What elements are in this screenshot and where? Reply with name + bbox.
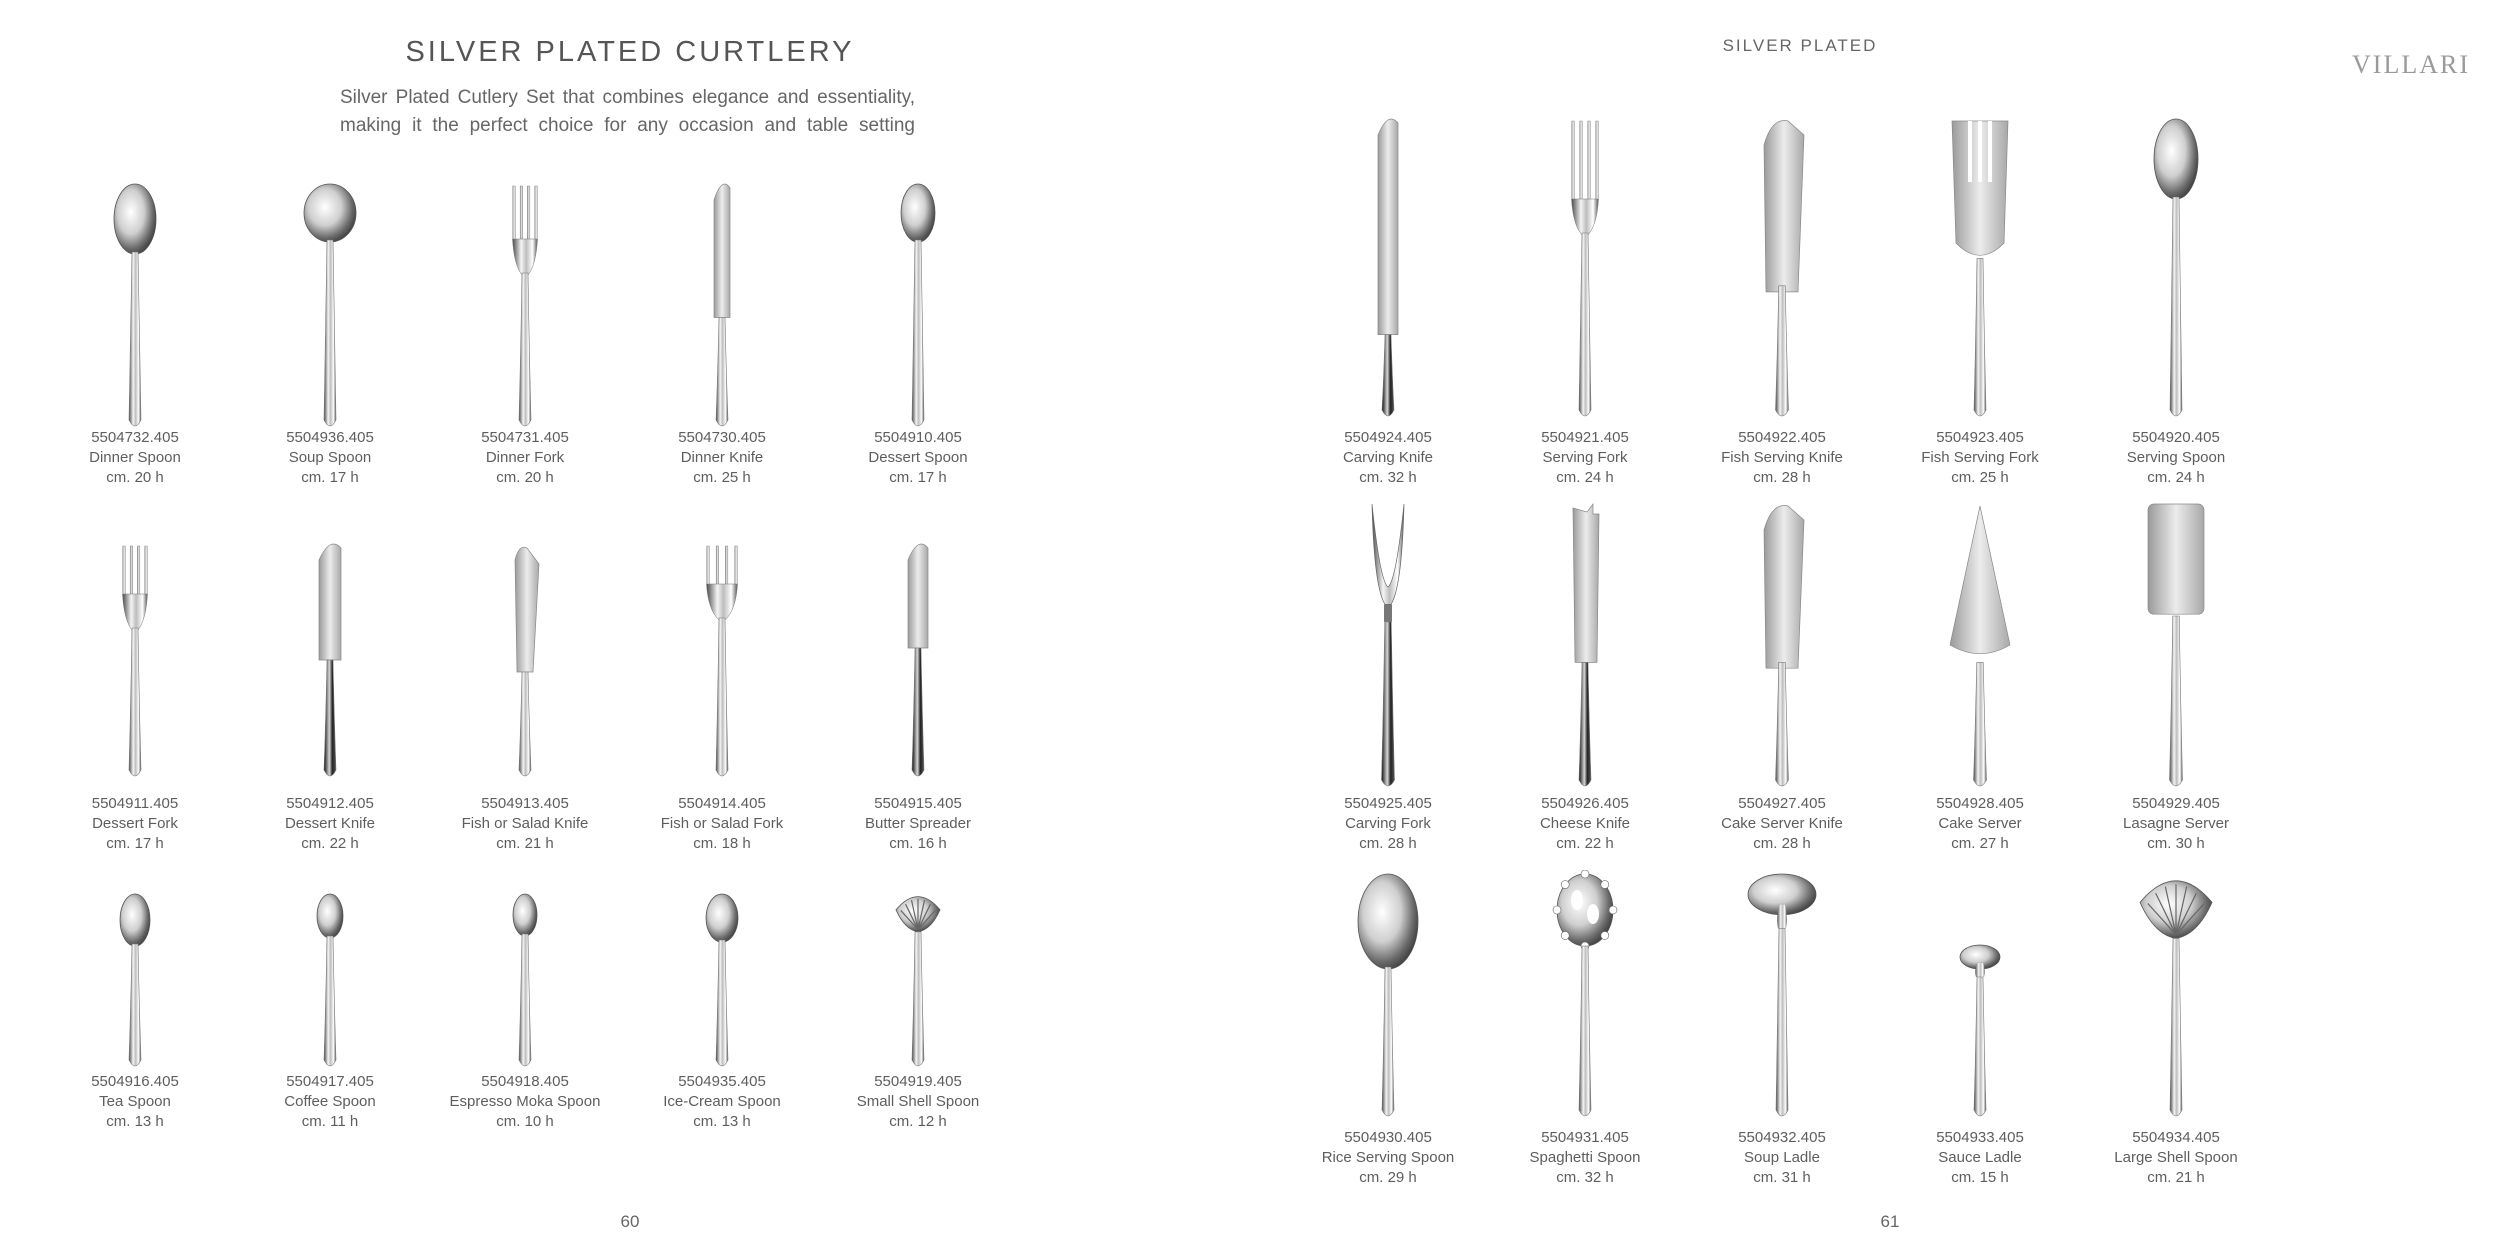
product-card (2076, 115, 2276, 486)
product-card (230, 540, 430, 852)
product-card (2076, 500, 2276, 852)
cheese-knife-icon (1525, 500, 1645, 790)
page-number: 61 (1880, 1212, 1900, 1231)
product-info (35, 794, 235, 854)
product-code: 5504911.405 (91, 795, 179, 812)
product-size: cm. 28 h (1359, 835, 1417, 852)
fish-fork-icon (662, 540, 782, 780)
page-description (340, 84, 915, 140)
product-size: cm. 13 h (106, 1113, 164, 1130)
product-info (2076, 428, 2276, 488)
product-card (818, 890, 1018, 1130)
serving-fork-icon (1525, 115, 1645, 420)
product-card (230, 180, 430, 486)
product-code: 5504914.405 (678, 795, 766, 812)
product-name: Large Shell Spoon (2114, 1149, 2238, 1166)
product-size: cm. 24 h (1556, 469, 1614, 486)
product-size: cm. 30 h (2147, 835, 2205, 852)
soup-spoon-icon (270, 180, 390, 430)
dinner-spoon-icon (75, 180, 195, 430)
product-size: cm. 31 h (1753, 1169, 1811, 1186)
product-size: cm. 18 h (693, 835, 751, 852)
product-info (1682, 428, 1882, 488)
fish-serving-fork-icon (1920, 115, 2040, 420)
product-code: 5504924.405 (1344, 429, 1432, 446)
product-card (230, 890, 430, 1130)
product-code: 5504917.405 (286, 1073, 374, 1090)
dinner-knife-icon (662, 180, 782, 430)
product-size: cm. 11 h (301, 1113, 359, 1130)
product-name: Rice Serving Spoon (1321, 1149, 1455, 1166)
product-name: Small Shell Spoon (856, 1093, 980, 1110)
product-code: 5504930.405 (1344, 1129, 1432, 1146)
product-card (818, 180, 1018, 486)
description-line: Silver Plated Cutlery Set that combines elegance and essentiality, (340, 87, 915, 108)
dinner-fork-icon (465, 180, 585, 430)
product-code: 5504910.405 (874, 429, 962, 446)
product-size: cm. 16 h (889, 835, 947, 852)
product-card (1682, 870, 1882, 1186)
product-name: Cheese Knife (1539, 815, 1631, 832)
product-name: Lasagne Server (2123, 815, 2229, 832)
product-code: 5504931.405 (1541, 1129, 1629, 1146)
shell-spoon-icon (858, 890, 978, 1070)
product-name: Butter Spreader (865, 815, 971, 832)
lasagne-server-icon (2116, 500, 2236, 790)
section-label: SILVER PLATED (1722, 36, 1878, 55)
product-name: Fish Serving Fork (1921, 449, 2039, 466)
product-name: Cake Server Knife (1721, 815, 1843, 832)
product-name: Serving Spoon (2126, 449, 2226, 466)
fish-serving-knife-icon (1722, 115, 1842, 420)
product-code: 5504929.405 (2132, 795, 2220, 812)
product-card (1880, 870, 2080, 1186)
product-code: 5504730.405 (678, 429, 766, 446)
product-info (2076, 794, 2276, 854)
product-code: 5504912.405 (286, 795, 374, 812)
page-title: SILVER PLATED CURTLERY (405, 36, 855, 68)
product-size: cm. 27 h (1951, 835, 2009, 852)
soup-ladle-icon (1722, 870, 1842, 1120)
product-code: 5504916.405 (91, 1073, 179, 1090)
product-info (2076, 1128, 2276, 1188)
product-code: 5504915.405 (874, 795, 962, 812)
product-card (1485, 115, 1685, 486)
product-size: cm. 10 h (496, 1113, 554, 1130)
product-name: Sauce Ladle (1938, 1149, 2022, 1166)
product-name: Espresso Moka Spoon (449, 1093, 601, 1110)
product-size: cm. 17 h (106, 835, 164, 852)
product-card (35, 540, 235, 852)
product-name: Soup Spoon (288, 449, 372, 466)
product-card (2076, 870, 2276, 1186)
product-name: Carving Knife (1342, 449, 1434, 466)
product-size: cm. 22 h (1556, 835, 1614, 852)
product-info (230, 1072, 430, 1132)
product-info (1288, 428, 1488, 488)
product-name: Dessert Fork (92, 815, 178, 832)
product-code: 5504936.405 (286, 429, 374, 446)
product-info (1485, 1128, 1685, 1188)
coffee-spoon-icon (270, 890, 390, 1070)
page-number: 60 (620, 1212, 640, 1231)
product-size: cm. 29 h (1359, 1169, 1417, 1186)
product-code: 5504934.405 (2132, 1129, 2220, 1146)
product-size: cm. 32 h (1359, 469, 1417, 486)
product-code: 5504918.405 (481, 1073, 569, 1090)
product-info (1682, 794, 1882, 854)
product-card (425, 180, 625, 486)
product-info (1880, 794, 2080, 854)
product-code: 5504935.405 (678, 1073, 766, 1090)
cake-server-icon (1920, 500, 2040, 790)
product-card (1485, 870, 1685, 1186)
product-name: Tea Spoon (99, 1093, 171, 1110)
product-size: cm. 32 h (1556, 1169, 1614, 1186)
product-code: 5504926.405 (1541, 795, 1629, 812)
product-size: cm. 17 h (889, 469, 947, 486)
product-card (35, 180, 235, 486)
product-info (425, 1072, 625, 1132)
ice-cream-spoon-icon (662, 890, 782, 1070)
product-name: Spaghetti Spoon (1529, 1149, 1641, 1166)
product-info (1485, 428, 1685, 488)
product-size: cm. 24 h (2147, 469, 2205, 486)
product-card (425, 890, 625, 1130)
product-name: Cake Server (1938, 815, 2022, 832)
product-code: 5504932.405 (1738, 1129, 1826, 1146)
product-name: Serving Fork (1542, 449, 1628, 466)
product-code: 5504925.405 (1344, 795, 1432, 812)
product-info (1288, 1128, 1488, 1188)
product-code: 5504920.405 (2132, 429, 2220, 446)
product-code: 5504927.405 (1738, 795, 1826, 812)
product-info (1880, 428, 2080, 488)
product-info (425, 428, 625, 488)
product-name: Fish Serving Knife (1721, 449, 1843, 466)
product-info (35, 428, 235, 488)
product-card (425, 540, 625, 852)
product-size: cm. 15 h (1951, 1169, 2009, 1186)
product-card (622, 890, 822, 1130)
product-code: 5504731.405 (481, 429, 569, 446)
product-code: 5504922.405 (1738, 429, 1826, 446)
sauce-ladle-icon (1920, 870, 2040, 1120)
product-name: Dinner Knife (680, 449, 764, 466)
rice-serving-spoon-icon (1328, 870, 1448, 1120)
espresso-spoon-icon (465, 890, 585, 1070)
product-info (230, 428, 430, 488)
description-line: making it the perfect choice for any occasion and table setting (340, 115, 915, 136)
product-info (35, 1072, 235, 1132)
product-code: 5504933.405 (1936, 1129, 2024, 1146)
serving-spoon-icon (2116, 115, 2236, 420)
left-page (0, 0, 1249, 1250)
product-info (1880, 1128, 2080, 1188)
product-card (35, 890, 235, 1130)
product-code: 5504913.405 (481, 795, 569, 812)
product-info (818, 1072, 1018, 1132)
product-info (622, 794, 822, 854)
product-card (1682, 115, 1882, 486)
brand-logo: VILLARI (2352, 50, 2470, 79)
cake-server-knife-icon (1722, 500, 1842, 790)
product-size: cm. 22 h (301, 835, 359, 852)
dessert-fork-icon (75, 540, 195, 780)
carving-knife-icon (1328, 115, 1448, 420)
product-name: Coffee Spoon (284, 1093, 376, 1110)
product-size: cm. 20 h (106, 469, 164, 486)
product-size: cm. 17 h (301, 469, 359, 486)
product-card (1288, 870, 1488, 1186)
product-size: cm. 28 h (1753, 469, 1811, 486)
product-size: cm. 20 h (496, 469, 554, 486)
product-card (1682, 500, 1882, 852)
product-info (1682, 1128, 1882, 1188)
product-size: cm. 25 h (1951, 469, 2009, 486)
product-code: 5504732.405 (91, 429, 179, 446)
dessert-spoon-icon (858, 180, 978, 430)
product-info (425, 794, 625, 854)
product-card (1880, 115, 2080, 486)
product-size: cm. 21 h (496, 835, 554, 852)
product-card (1288, 500, 1488, 852)
product-card (1288, 115, 1488, 486)
product-info (1485, 794, 1685, 854)
product-name: Dinner Fork (485, 449, 565, 466)
product-size: cm. 13 h (693, 1113, 751, 1130)
product-card (622, 540, 822, 852)
tea-spoon-icon (75, 890, 195, 1070)
product-card (1485, 500, 1685, 852)
large-shell-spoon-icon (2116, 870, 2236, 1120)
product-code: 5504921.405 (1541, 429, 1629, 446)
product-info (622, 1072, 822, 1132)
product-name: Dessert Spoon (868, 449, 968, 466)
product-card (1880, 500, 2080, 852)
product-info (818, 794, 1018, 854)
fish-knife-icon (465, 540, 585, 780)
product-name: Dessert Knife (284, 815, 376, 832)
right-page (1250, 0, 2499, 1250)
dessert-knife-icon (270, 540, 390, 780)
product-size: cm. 21 h (2147, 1169, 2205, 1186)
product-info (1288, 794, 1488, 854)
spaghetti-spoon-icon (1525, 870, 1645, 1120)
product-size: cm. 28 h (1753, 835, 1811, 852)
product-info (230, 794, 430, 854)
product-card (818, 540, 1018, 852)
butter-spreader-icon (858, 540, 978, 780)
product-name: Ice-Cream Spoon (663, 1093, 781, 1110)
product-name: Carving Fork (1345, 815, 1431, 832)
product-code: 5504919.405 (874, 1073, 962, 1090)
product-info (818, 428, 1018, 488)
product-name: Dinner Spoon (89, 449, 181, 466)
product-code: 5504928.405 (1936, 795, 2024, 812)
product-name: Fish or Salad Knife (461, 815, 589, 832)
product-info (622, 428, 822, 488)
product-code: 5504923.405 (1936, 429, 2024, 446)
carving-fork-icon (1328, 500, 1448, 790)
product-name: Soup Ladle (1744, 1149, 1820, 1166)
product-card (622, 180, 822, 486)
product-size: cm. 25 h (693, 469, 751, 486)
product-name: Fish or Salad Fork (660, 815, 784, 832)
product-size: cm. 12 h (889, 1113, 947, 1130)
